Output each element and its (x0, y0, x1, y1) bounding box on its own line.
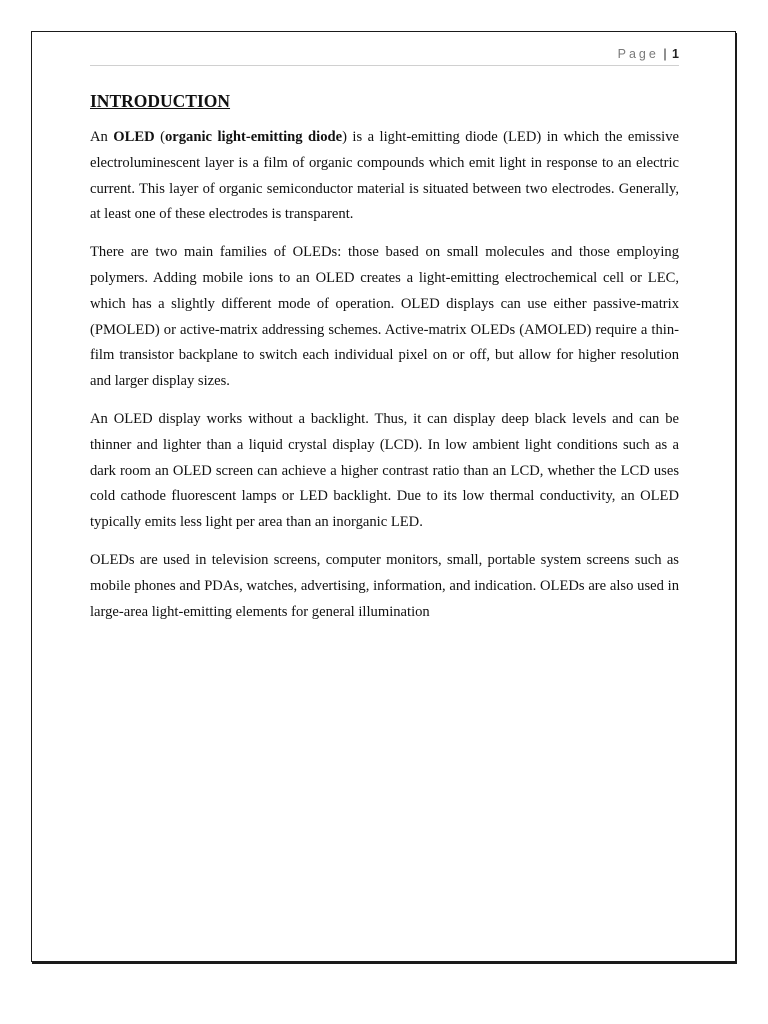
page-separator: | (663, 47, 667, 61)
page-number: 1 (672, 47, 679, 61)
page-header (90, 46, 679, 66)
paragraph-4: OLEDs are used in television screens, computer monitors, small, portable system screens such as mobile phones and PDAs, watches, advertising, information, and indication. OLEDs are also used in large-area light-emitting elements for general illumination (90, 551, 679, 620)
document-page (31, 31, 736, 962)
paragraph-1-intro: An (90, 129, 114, 145)
page-label: Page (617, 47, 659, 61)
oled-term: OLED (113, 129, 155, 145)
paragraph-1 (90, 125, 679, 228)
section-title: INTRODUCTION (90, 91, 231, 111)
paragraph-1-open-paren: ( (154, 129, 165, 145)
paragraph-2: There are two main families of OLEDs: those based on small molecules and those employing polymers. Adding mobile ions to an OLED creates a light-emitting electrochemical cell or LEC, which has a slightly different mode of operation. OLED displays can use either passive-matrix (PMOLED) or active-matrix addressing schemes. Active-matrix OLEDs (AMOLED) require a thin-film transistor backplane to switch each individual pixel on or off, but allow for higher resolution and larger display sizes. (90, 244, 679, 390)
paragraph-3: An OLED display works without a backlight. Thus, it can display deep black levels and can be thinner and lighter than a liquid crystal display (LCD). In low ambient light conditions such as a dark room an OLED screen can achieve a higher contrast ratio than an LCD, whether the LCD uses cold cathode fluorescent lamps or LED backlight. Due to its low thermal conductivity, an OLED typically emits less light per area than an inorganic LED. (90, 410, 679, 531)
document-body (90, 88, 679, 637)
paragraph-1-rest: ) is a light-emitting diode (LED) in which the emissive electroluminescent layer is a film of organic compounds which emit light in response to an electric current. This layer of organic semiconductor material is situated between two electrodes. Generally, at least one of these electrodes is transparent. (90, 129, 679, 223)
oled-term-expansion: organic light-emitting diode (164, 129, 343, 145)
